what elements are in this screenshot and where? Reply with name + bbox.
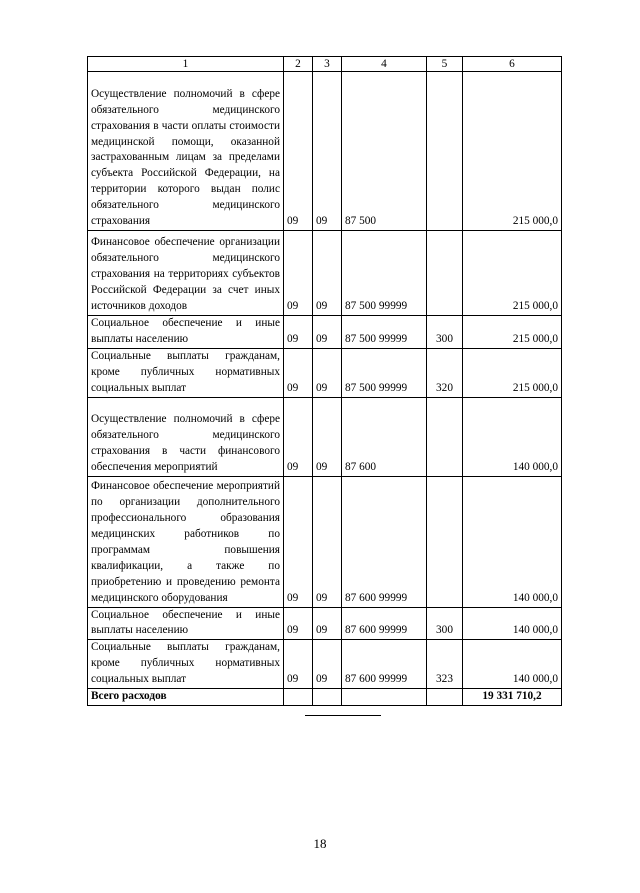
row-expense-kind [427,231,463,316]
row-target-article: 87 500 99999 [342,348,427,397]
row-subsection: 09 [313,476,342,607]
row-expense-kind: 320 [427,348,463,397]
header-cell: 4 [342,57,427,72]
row-target-article: 87 600 99999 [342,640,427,689]
row-amount: 140 000,0 [463,397,562,476]
empty-cell [313,689,342,706]
total-label: Всего расходов [88,689,284,706]
expenses-table [87,56,562,706]
row-subsection: 09 [313,72,342,231]
table-row [88,316,562,349]
header-cell: 6 [463,57,562,72]
row-description: Финансовое обеспечение организации обязательного медицинского страхования на территориях субъектов Российской Федерации за счет иных источников доходов [88,231,284,316]
row-section: 09 [284,316,313,349]
row-description: Социальное обеспечение и иные выплаты населению [88,316,284,349]
row-description: Социальные выплаты гражданам, кроме публичных нормативных социальных выплат [88,640,284,689]
row-description: Финансовое обеспечение мероприятий по организации дополнительного профессионального образования медицинских работников по программам повышения квалификации, а также по приобретению и проведению ремонта медицинского оборудования [88,476,284,607]
separator-line [305,715,381,716]
row-amount: 215 000,0 [463,231,562,316]
row-subsection: 09 [313,607,342,640]
row-amount: 140 000,0 [463,607,562,640]
row-expense-kind: 323 [427,640,463,689]
row-target-article: 87 500 99999 [342,316,427,349]
header-cell: 3 [313,57,342,72]
page-number: 18 [313,836,327,851]
row-expense-kind [427,397,463,476]
row-target-article: 87 600 99999 [342,476,427,607]
row-section: 09 [284,231,313,316]
table-row [88,476,562,607]
row-section: 09 [284,476,313,607]
empty-cell [284,689,313,706]
row-expense-kind [427,72,463,231]
row-subsection: 09 [313,231,342,316]
row-description: Осуществление полномочий в сфере обязательного медицинского страхования в части финансового обеспечения мероприятий [88,397,284,476]
table-row [88,640,562,689]
table-row [88,72,562,231]
header-row [88,57,562,72]
row-expense-kind: 300 [427,607,463,640]
row-description: Осуществление полномочий в сфере обязательного медицинского страхования в части оплаты стоимости медицинской помощи, оказанной застрахованным лицам за пределами субъекта Российской Федерации, на территории которого выдан полис обязательного медицинского страхования [88,72,284,231]
row-section: 09 [284,72,313,231]
row-expense-kind: 300 [427,316,463,349]
row-target-article: 87 600 [342,397,427,476]
table-row [88,607,562,640]
row-target-article: 87 500 99999 [342,231,427,316]
total-row [88,689,562,706]
total-amount: 19 331 710,2 [463,689,562,706]
header-cell: 1 [88,57,284,72]
row-amount: 215 000,0 [463,348,562,397]
empty-cell [427,689,463,706]
row-amount: 215 000,0 [463,316,562,349]
row-subsection: 09 [313,348,342,397]
header-cell: 2 [284,57,313,72]
empty-cell [342,689,427,706]
row-subsection: 09 [313,397,342,476]
row-expense-kind [427,476,463,607]
row-section: 09 [284,607,313,640]
table-row [88,397,562,476]
header-cell: 5 [427,57,463,72]
table-row [88,231,562,316]
row-amount: 140 000,0 [463,640,562,689]
row-description: Социальное обеспечение и иные выплаты населению [88,607,284,640]
row-section: 09 [284,348,313,397]
row-target-article: 87 600 99999 [342,607,427,640]
row-amount: 215 000,0 [463,72,562,231]
row-section: 09 [284,640,313,689]
row-amount: 140 000,0 [463,476,562,607]
row-section: 09 [284,397,313,476]
table-row [88,348,562,397]
row-target-article: 87 500 [342,72,427,231]
row-description: Социальные выплаты гражданам, кроме публичных нормативных социальных выплат [88,348,284,397]
row-subsection: 09 [313,316,342,349]
row-subsection: 09 [313,640,342,689]
